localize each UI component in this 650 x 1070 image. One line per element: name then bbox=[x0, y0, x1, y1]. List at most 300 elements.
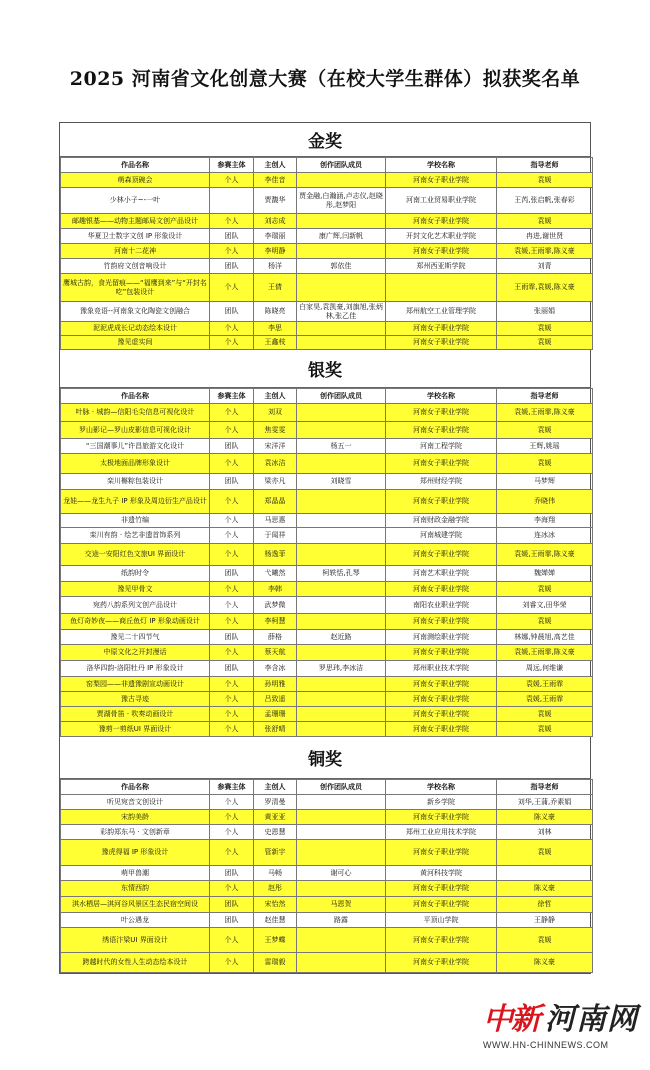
table-cell: 个人 bbox=[210, 322, 254, 336]
column-header: 主创人 bbox=[254, 780, 297, 795]
award-list-sheet bbox=[59, 122, 591, 974]
table-cell: 个人 bbox=[210, 274, 254, 302]
table-cell: 河南女子职业学院 bbox=[386, 404, 497, 422]
table-cell: 袁媛 bbox=[497, 173, 593, 188]
table-row bbox=[61, 259, 593, 274]
table-cell: 河南女子职业学院 bbox=[386, 582, 497, 597]
table-cell: 袁媛,王雨霏,陈义豪 bbox=[497, 404, 593, 422]
table-cell: 绣语汴梁UI 界面设计 bbox=[61, 928, 210, 953]
table-cell: 刘青 bbox=[497, 259, 593, 274]
table-cell: 河南女子职业学院 bbox=[386, 645, 497, 661]
table-cell: 个人 bbox=[210, 953, 254, 973]
table-cell bbox=[297, 173, 386, 188]
table-header-row bbox=[61, 389, 593, 404]
table-row bbox=[61, 336, 593, 350]
table-cell bbox=[297, 953, 386, 973]
table-row bbox=[61, 810, 593, 825]
table-cell: 袁媛 bbox=[497, 928, 593, 953]
table-cell: 河南女子职业学院 bbox=[386, 810, 497, 825]
table-cell: 宋韵美龄 bbox=[61, 810, 210, 825]
table-cell: 李佳音 bbox=[254, 173, 297, 188]
watermark bbox=[483, 994, 643, 1054]
table-row bbox=[61, 597, 593, 614]
table-row bbox=[61, 897, 593, 913]
table-cell: 于闻祥 bbox=[254, 528, 297, 544]
table-cell: 袁冰洁 bbox=[254, 454, 297, 474]
table-cell: 宛药八韵系列文创产品设计 bbox=[61, 597, 210, 614]
table-cell: 路露 bbox=[297, 913, 386, 928]
table-row bbox=[61, 422, 593, 439]
table-cell: 贾金融,白瀚涵,卢志仪,赵晓彤,赵梦阳 bbox=[297, 188, 386, 214]
table-cell: 个人 bbox=[210, 795, 254, 810]
table-cell: 黄河科技学院 bbox=[386, 866, 497, 881]
table-cell: 李海翔 bbox=[497, 514, 593, 528]
table-row bbox=[61, 439, 593, 454]
section-title: 银奖 bbox=[60, 350, 590, 388]
table-cell: 团队 bbox=[210, 229, 254, 244]
table-cell: 袁媛 bbox=[497, 322, 593, 336]
column-header: 指导老师 bbox=[497, 389, 593, 404]
table-cell bbox=[297, 490, 386, 514]
table-row bbox=[61, 881, 593, 897]
section-title: 铜奖 bbox=[60, 737, 590, 779]
column-header: 主创人 bbox=[254, 158, 297, 173]
table-cell: 邮趣银基——动物主题邮局文创产品设计 bbox=[61, 214, 210, 229]
table-cell: 河南女子职业学院 bbox=[386, 881, 497, 897]
table-cell: 马梦辉 bbox=[497, 474, 593, 490]
table-cell bbox=[297, 614, 386, 630]
table-cell: 杨洋 bbox=[254, 259, 297, 274]
table-cell bbox=[297, 840, 386, 866]
table-cell: 叶脉 · 城韵—信阳毛尖信息可视化设计 bbox=[61, 404, 210, 422]
table-cell: 个人 bbox=[210, 214, 254, 229]
table-cell: 柯轶恬,孔琴 bbox=[297, 566, 386, 582]
table-cell bbox=[297, 645, 386, 661]
table-cell: 萌森顶碗会 bbox=[61, 173, 210, 188]
table-cell: “三国潮事儿”许昌旅游文化设计 bbox=[61, 439, 210, 454]
table-cell: 郭依佳 bbox=[297, 259, 386, 274]
table-cell: 南阳农业职业学院 bbox=[386, 597, 497, 614]
table-cell: 郑晶晶 bbox=[254, 490, 297, 514]
column-header: 创作团队成员 bbox=[297, 389, 386, 404]
table-cell: 郑州财经学院 bbox=[386, 474, 497, 490]
table-cell bbox=[497, 866, 593, 881]
table-cell: 河南财政金融学院 bbox=[386, 514, 497, 528]
table-cell: 李含冰 bbox=[254, 661, 297, 677]
table-row bbox=[61, 795, 593, 810]
table-cell: 团队 bbox=[210, 566, 254, 582]
table-cell: 李明静 bbox=[254, 244, 297, 259]
column-header: 学校名称 bbox=[386, 389, 497, 404]
table-cell: 史恩慧 bbox=[254, 825, 297, 840]
table-cell bbox=[297, 692, 386, 707]
table-cell: 个人 bbox=[210, 707, 254, 722]
table-cell: 河南女子职业学院 bbox=[386, 336, 497, 350]
table-cell: 袁媛 bbox=[497, 840, 593, 866]
award-table bbox=[60, 388, 593, 737]
table-cell: 贾湖骨笛 · 吹奏动画设计 bbox=[61, 707, 210, 722]
table-cell: 弋曦然 bbox=[254, 566, 297, 582]
table-row bbox=[61, 840, 593, 866]
table-cell: 马思惠 bbox=[254, 514, 297, 528]
table-cell: 王鑫枝 bbox=[254, 336, 297, 350]
table-cell: 河南城建学院 bbox=[386, 528, 497, 544]
table-cell: 白家昊,袁凯豪,刘旗旭,张炳林,张乙佳 bbox=[297, 302, 386, 322]
table-cell: 团队 bbox=[210, 913, 254, 928]
table-cell: 雷瑞毅 bbox=[254, 953, 297, 973]
watermark-logo bbox=[483, 994, 643, 1038]
table-cell: 个人 bbox=[210, 404, 254, 422]
table-cell: 河南女子职业学院 bbox=[386, 953, 497, 973]
table-cell: 彩韵郑东马 · 文创新章 bbox=[61, 825, 210, 840]
table-cell: 个人 bbox=[210, 173, 254, 188]
table-row bbox=[61, 913, 593, 928]
table-cell: 薛格 bbox=[254, 630, 297, 645]
award-table bbox=[60, 779, 593, 973]
table-cell bbox=[297, 322, 386, 336]
table-row bbox=[61, 490, 593, 514]
table-cell: 王梦蝶 bbox=[254, 928, 297, 953]
table-cell: 袁媛 bbox=[497, 214, 593, 229]
table-cell: 王芮,张启帆,张春彩 bbox=[497, 188, 593, 214]
table-cell: 袁媛,王雨霏,陈义豪 bbox=[497, 645, 593, 661]
column-header: 参赛主体 bbox=[210, 780, 254, 795]
table-cell: 淇水栖居—淇河谷风景区生态民宿空间设 bbox=[61, 897, 210, 913]
table-cell: 个人 bbox=[210, 840, 254, 866]
table-cell: 杨逸菲 bbox=[254, 544, 297, 566]
column-header: 参赛主体 bbox=[210, 158, 254, 173]
table-row bbox=[61, 645, 593, 661]
table-cell: 栾川有韵 · 绘艺非遗首饰系列 bbox=[61, 528, 210, 544]
table-cell: 管新宇 bbox=[254, 840, 297, 866]
table-cell: 河南女子职业学院 bbox=[386, 707, 497, 722]
table-cell: 赵彤 bbox=[254, 881, 297, 897]
table-cell: 个人 bbox=[210, 597, 254, 614]
table-cell: 个人 bbox=[210, 244, 254, 259]
table-row bbox=[61, 173, 593, 188]
table-cell: 团队 bbox=[210, 302, 254, 322]
table-cell: 新乡学院 bbox=[386, 795, 497, 810]
table-cell bbox=[297, 597, 386, 614]
table-cell: 个人 bbox=[210, 645, 254, 661]
table-row bbox=[61, 474, 593, 490]
table-cell: 个人 bbox=[210, 514, 254, 528]
table-cell: 河南女子职业学院 bbox=[386, 840, 497, 866]
table-cell bbox=[210, 188, 254, 214]
table-row bbox=[61, 544, 593, 566]
table-cell: 王雨霏,袁媛,陈义豪 bbox=[497, 274, 593, 302]
table-cell bbox=[297, 422, 386, 439]
table-cell: 乔晓伟 bbox=[497, 490, 593, 514]
table-cell: 泥泥虎成长记动态绘本设计 bbox=[61, 322, 210, 336]
table-cell: 个人 bbox=[210, 928, 254, 953]
table-cell: 开封文化艺术职业学院 bbox=[386, 229, 497, 244]
column-header: 创作团队成员 bbox=[297, 158, 386, 173]
table-cell: 河南测绘职业学院 bbox=[386, 630, 497, 645]
table-cell bbox=[297, 825, 386, 840]
table-cell: 河南女子职业学院 bbox=[386, 928, 497, 953]
table-cell: 李柯慧 bbox=[254, 614, 297, 630]
table-row bbox=[61, 928, 593, 953]
table-header-row bbox=[61, 780, 593, 795]
table-row bbox=[61, 514, 593, 528]
table-cell: 个人 bbox=[210, 544, 254, 566]
table-cell: 马恩贺 bbox=[297, 897, 386, 913]
table-row bbox=[61, 302, 593, 322]
table-cell bbox=[297, 244, 386, 259]
column-header: 作品名称 bbox=[61, 158, 210, 173]
table-cell: 个人 bbox=[210, 454, 254, 474]
table-row bbox=[61, 582, 593, 597]
table-cell: 纸韵时令 bbox=[61, 566, 210, 582]
table-cell: 宋洋洋 bbox=[254, 439, 297, 454]
table-cell: 河南女子职业学院 bbox=[386, 544, 497, 566]
table-cell: 袁媛,王雨霏 bbox=[497, 692, 593, 707]
table-cell: 武梦微 bbox=[254, 597, 297, 614]
table-cell bbox=[297, 514, 386, 528]
table-cell bbox=[297, 677, 386, 692]
column-header: 学校名称 bbox=[386, 158, 497, 173]
table-cell: 罗山影记—罗山皮影信息可视化设计 bbox=[61, 422, 210, 439]
table-cell: 袁媛 bbox=[497, 722, 593, 737]
table-cell: 豫见二十四节气 bbox=[61, 630, 210, 645]
table-cell: 个人 bbox=[210, 336, 254, 350]
table-cell: 跨越时代的女性人生动态绘本设计 bbox=[61, 953, 210, 973]
table-cell: 河南女子职业学院 bbox=[386, 422, 497, 439]
table-cell: 河南工业贸易职业学院 bbox=[386, 188, 497, 214]
table-cell: 袁媛 bbox=[497, 582, 593, 597]
table-cell: 河南女子职业学院 bbox=[386, 722, 497, 737]
table-cell bbox=[297, 722, 386, 737]
table-cell bbox=[297, 528, 386, 544]
table-cell bbox=[297, 544, 386, 566]
table-cell bbox=[297, 795, 386, 810]
table-cell: 个人 bbox=[210, 810, 254, 825]
table-cell: 李瑞丽 bbox=[254, 229, 297, 244]
column-header: 作品名称 bbox=[61, 780, 210, 795]
table-row bbox=[61, 274, 593, 302]
table-cell: 林娜,钟晨旭,高艺佳 bbox=[497, 630, 593, 645]
table-cell: 平顶山学院 bbox=[386, 913, 497, 928]
table-cell: 谢可心 bbox=[297, 866, 386, 881]
table-cell: 郑州工业应用技术学院 bbox=[386, 825, 497, 840]
table-cell: 郑州航空工业管理学院 bbox=[386, 302, 497, 322]
table-cell: 个人 bbox=[210, 881, 254, 897]
table-cell: 孟珊珊 bbox=[254, 707, 297, 722]
table-cell: 个人 bbox=[210, 825, 254, 840]
table-cell: 魏婵婵 bbox=[497, 566, 593, 582]
table-cell: 罗思玮,李冰洁 bbox=[297, 661, 386, 677]
page-title: 2025 河南省文化创意大赛（在校大学生群体）拟获奖名单 bbox=[69, 68, 581, 90]
table-cell: 个人 bbox=[210, 528, 254, 544]
table-cell: 袁媛 bbox=[497, 336, 593, 350]
table-row bbox=[61, 528, 593, 544]
table-cell: 陈晓亮 bbox=[254, 302, 297, 322]
table-cell: 团队 bbox=[210, 474, 254, 490]
table-cell: 赵佳慧 bbox=[254, 913, 297, 928]
table-cell bbox=[297, 214, 386, 229]
table-cell bbox=[297, 582, 386, 597]
column-header: 指导老师 bbox=[497, 780, 593, 795]
watermark-url: WWW.HN-CHINNEWS.COM bbox=[483, 1040, 609, 1050]
table-cell: 团队 bbox=[210, 661, 254, 677]
table-cell: 蔡天航 bbox=[254, 645, 297, 661]
table-row bbox=[61, 214, 593, 229]
table-cell: 袁媛 bbox=[497, 422, 593, 439]
table-cell: 袁媛 bbox=[497, 454, 593, 474]
table-cell: 郑州西亚斯学院 bbox=[386, 259, 497, 274]
table-cell: 王辉,姚瑶 bbox=[497, 439, 593, 454]
table-cell: 刘睿文,田华荣 bbox=[497, 597, 593, 614]
table-row bbox=[61, 661, 593, 677]
table-row bbox=[61, 707, 593, 722]
column-header: 作品名称 bbox=[61, 389, 210, 404]
table-cell: 刘志成 bbox=[254, 214, 297, 229]
table-cell: 袁媛 bbox=[497, 614, 593, 630]
table-cell: 康广辉,闫新帆 bbox=[297, 229, 386, 244]
table-cell: 栾川槲粽包装设计 bbox=[61, 474, 210, 490]
table-cell: 龙娃——龙生九子 IP 形象及周边衍生产品设计 bbox=[61, 490, 210, 514]
table-cell: 张舒晴 bbox=[254, 722, 297, 737]
table-cell: 河南女子职业学院 bbox=[386, 454, 497, 474]
table-cell: 宋怡然 bbox=[254, 897, 297, 913]
table-cell: 个人 bbox=[210, 677, 254, 692]
table-cell: 个人 bbox=[210, 722, 254, 737]
table-cell: 袁媛 bbox=[497, 707, 593, 722]
table-cell: 李韩 bbox=[254, 582, 297, 597]
table-row bbox=[61, 866, 593, 881]
table-cell bbox=[386, 274, 497, 302]
column-header: 学校名称 bbox=[386, 780, 497, 795]
table-row bbox=[61, 677, 593, 692]
table-cell: 刘林 bbox=[497, 825, 593, 840]
table-cell: 黄亚亚 bbox=[254, 810, 297, 825]
table-cell: 团队 bbox=[210, 439, 254, 454]
table-cell: 徐哲 bbox=[497, 897, 593, 913]
table-cell: 叶公遇龙 bbox=[61, 913, 210, 928]
table-cell: 张丽娟 bbox=[497, 302, 593, 322]
table-cell: 河南女子职业学院 bbox=[386, 244, 497, 259]
table-cell: 太极地面品牌形象设计 bbox=[61, 454, 210, 474]
table-cell: 鱼灯奇妙夜——商丘鱼灯 IP 形象动画设计 bbox=[61, 614, 210, 630]
table-cell bbox=[297, 928, 386, 953]
table-cell: 河南女子职业学院 bbox=[386, 173, 497, 188]
table-cell: 河南女子职业学院 bbox=[386, 614, 497, 630]
table-cell: 郑州职业技术学院 bbox=[386, 661, 497, 677]
table-cell: 周远,何维谦 bbox=[497, 661, 593, 677]
table-cell: 竹韵府文创音响设计 bbox=[61, 259, 210, 274]
table-header-row bbox=[61, 158, 593, 173]
table-row bbox=[61, 692, 593, 707]
table-cell: 中原文化之开封漫话 bbox=[61, 645, 210, 661]
table-row bbox=[61, 454, 593, 474]
table-row bbox=[61, 953, 593, 973]
table-cell: 华夏卫士数字文创 IP 形象设计 bbox=[61, 229, 210, 244]
column-header: 指导老师 bbox=[497, 158, 593, 173]
table-row bbox=[61, 244, 593, 259]
table-cell: 豫虎得福 IP 形象设计 bbox=[61, 840, 210, 866]
table-cell: 袁媛,王雨霏,陈义豪 bbox=[497, 244, 593, 259]
table-cell: 袁媛,王雨霏,陈义豪 bbox=[497, 544, 593, 566]
table-cell bbox=[297, 881, 386, 897]
table-cell: 王静静 bbox=[497, 913, 593, 928]
table-row bbox=[61, 404, 593, 422]
table-cell: 窑梨园——非遗豫剧宣动画设计 bbox=[61, 677, 210, 692]
table-cell: 团队 bbox=[210, 897, 254, 913]
table-cell: 罗清曼 bbox=[254, 795, 297, 810]
table-cell: 河南女子职业学院 bbox=[386, 490, 497, 514]
table-cell: 赵近路 bbox=[297, 630, 386, 645]
table-cell: 河南工程学院 bbox=[386, 439, 497, 454]
table-cell: 河南艺术职业学院 bbox=[386, 566, 497, 582]
table-cell: 梁亦凡 bbox=[254, 474, 297, 490]
table-row bbox=[61, 322, 593, 336]
table-cell: 河南十二花神 bbox=[61, 244, 210, 259]
table-row bbox=[61, 188, 593, 214]
table-cell: 刘双 bbox=[254, 404, 297, 422]
table-cell: 贾馥华 bbox=[254, 188, 297, 214]
table-cell: 豫见甲骨文 bbox=[61, 582, 210, 597]
table-cell: 马畅 bbox=[254, 866, 297, 881]
table-cell bbox=[297, 274, 386, 302]
table-cell: 东情西韵 bbox=[61, 881, 210, 897]
table-cell: 鹰城古韵，食光留痕——“福鹰到来”与“开封名吃”包装设计 bbox=[61, 274, 210, 302]
table-cell: 个人 bbox=[210, 582, 254, 597]
table-cell: 个人 bbox=[210, 490, 254, 514]
table-cell: 萌甲兽潮 bbox=[61, 866, 210, 881]
table-cell: 陈义豪 bbox=[497, 810, 593, 825]
table-row bbox=[61, 229, 593, 244]
table-cell: 冉进,谢世贤 bbox=[497, 229, 593, 244]
section-title: 金奖 bbox=[60, 123, 590, 157]
table-cell: 洛华四韵-洛阳牡丹 IP 形象设计 bbox=[61, 661, 210, 677]
table-cell: 河南女子职业学院 bbox=[386, 692, 497, 707]
table-cell: 河南女子职业学院 bbox=[386, 897, 497, 913]
table-cell: 团队 bbox=[210, 866, 254, 881]
table-cell: 豫象竞语--河南象文化陶瓷文创融合 bbox=[61, 302, 210, 322]
award-table bbox=[60, 157, 593, 350]
table-cell: 连冰冰 bbox=[497, 528, 593, 544]
column-header: 创作团队成员 bbox=[297, 780, 386, 795]
table-cell: 豫古寻迹 bbox=[61, 692, 210, 707]
table-cell: 刘晓雪 bbox=[297, 474, 386, 490]
table-cell: 陈义豪 bbox=[497, 881, 593, 897]
watermark-logo-black: 河南网 bbox=[545, 1002, 638, 1037]
table-cell: 团队 bbox=[210, 630, 254, 645]
table-cell: 个人 bbox=[210, 422, 254, 439]
table-cell: 陈义豪 bbox=[497, 953, 593, 973]
table-cell: 河南女子职业学院 bbox=[386, 677, 497, 692]
table-cell: 焦雯雯 bbox=[254, 422, 297, 439]
table-row bbox=[61, 614, 593, 630]
column-header: 参赛主体 bbox=[210, 389, 254, 404]
table-cell: 王倩 bbox=[254, 274, 297, 302]
table-cell: 少林小子~-一叶 bbox=[61, 188, 210, 214]
table-row bbox=[61, 630, 593, 645]
table-cell: 吕致遥 bbox=[254, 692, 297, 707]
table-cell: 孙明雅 bbox=[254, 677, 297, 692]
table-cell: 李思 bbox=[254, 322, 297, 336]
table-cell: 刘华,王蒲,乔素娟 bbox=[497, 795, 593, 810]
table-cell bbox=[297, 810, 386, 825]
table-cell: 杨五一 bbox=[297, 439, 386, 454]
table-cell: 个人 bbox=[210, 692, 254, 707]
table-cell: 袁媛,王雨霏 bbox=[497, 677, 593, 692]
table-cell: 河南女子职业学院 bbox=[386, 322, 497, 336]
table-cell: 非遗竹编 bbox=[61, 514, 210, 528]
table-cell: 听见宛音文创设计 bbox=[61, 795, 210, 810]
table-cell: 团队 bbox=[210, 259, 254, 274]
